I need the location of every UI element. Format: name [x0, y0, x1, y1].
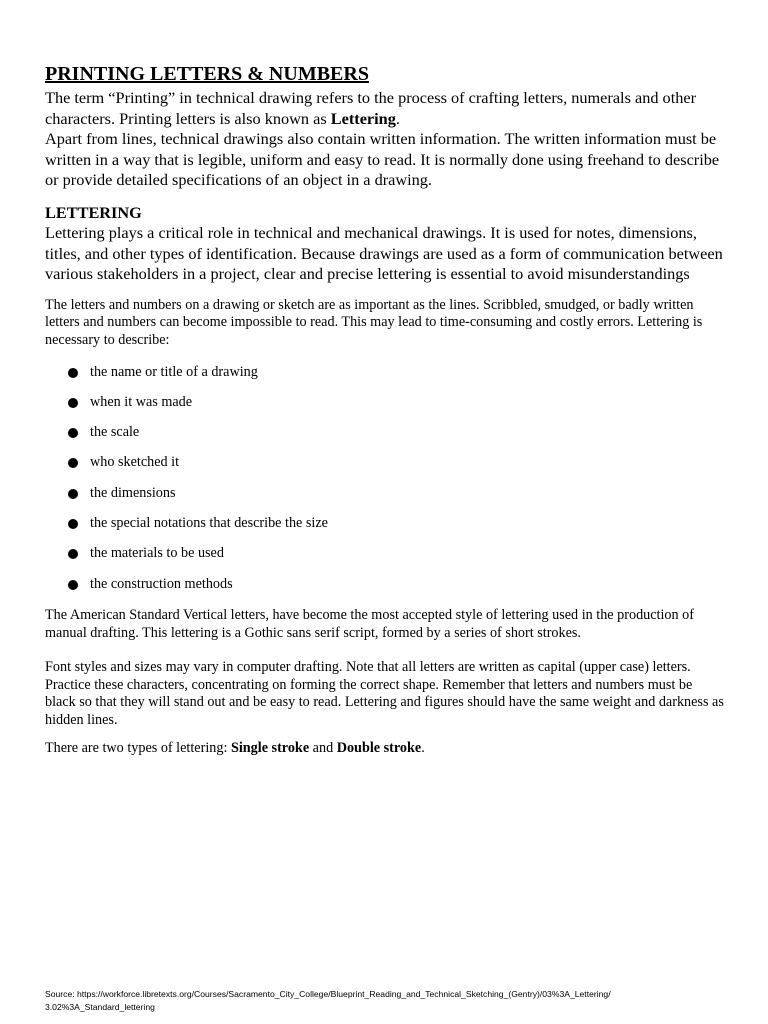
list-item [45, 454, 725, 484]
list-item [45, 515, 725, 545]
bullet-icon [68, 428, 78, 438]
bullet-icon [68, 549, 78, 559]
intro-paragraph-2: Apart from lines, technical drawings also contain written information. The written information must be written in a way that is legible, uniform and easy to read. It is normally done using freehand to describe or provide detailed specifications of an object in a drawing. [45, 129, 720, 190]
lettering-paragraph-2: The letters and numbers on a drawing or sketch are as important as the lines. Scribbled, smudged, or badly written letters and numbers can become impossible to read. This may lead to time-consuming and costly errors. Lettering is necessary to describe: [45, 296, 703, 348]
source-line-2: 3.02%3A_Standard_lettering [45, 1001, 155, 1012]
single-stroke-term: Single stroke [230, 740, 310, 757]
double-stroke-term: Double stroke [336, 740, 422, 757]
list-item-text: the dimensions [90, 484, 176, 501]
list-item-text: who sketched it [90, 454, 180, 471]
types-period: . [421, 740, 425, 757]
list-item-text: the name or title of a drawing [90, 363, 258, 380]
intro-text: The term “Printing” in technical drawing refers to the process of crafting letters, numerals and other characters. Printing letters is also known as [45, 88, 697, 128]
intro-period: . [395, 108, 400, 128]
bullet-icon [68, 489, 78, 499]
page-title: PRINTING LETTERS & NUMBERS [45, 63, 369, 85]
lettering-paragraph-3: The American Standard Vertical letters, have become the most accepted style of lettering used in the production of manual drafting. This lettering is a Gothic sans serif script, formed by a series of short strokes. [45, 606, 694, 641]
list-item [45, 394, 725, 424]
source-footer [45, 988, 685, 1013]
lettering-purpose-list [45, 364, 725, 606]
source-line-1: Source: https://workforce.libretexts.org/Courses/Sacramento_City_College/Blueprint_Reading_and_Technical_Sketching_(Gentry)/03%3A_Lettering/ [45, 989, 611, 999]
bullet-icon [68, 398, 78, 408]
types-intro-text: There are two types of lettering: [45, 740, 231, 757]
bullet-icon [68, 580, 78, 590]
list-item [45, 576, 725, 606]
lettering-paragraph-5 [45, 740, 725, 758]
list-item-text: the special notations that describe the size [90, 515, 328, 532]
bullet-icon [68, 458, 78, 468]
list-item [45, 424, 725, 454]
lettering-paragraph-1: Lettering plays a critical role in technical and mechanical drawings. It is used for notes, dimensions, titles, and other types of identification. Because drawings are used as a form of communication between various stakeholders in a project, clear and precise lettering is essential to avoid misunderstandings [45, 222, 723, 284]
document-body [45, 62, 725, 758]
bullet-icon [68, 368, 78, 378]
list-item-text: the materials to be used [90, 545, 224, 562]
list-item-text: the scale [90, 424, 140, 441]
list-item-text: when it was made [90, 393, 193, 410]
lettering-paragraph-4: Font styles and sizes may vary in computer drafting. Note that all letters are written as capital (upper case) letters. Practice these characters, concentrating on forming the correct shape. Remember that letters and numbers must be black so that they will stand out and be easy to read. Lettering and figures should have the same weight and darkness as hidden lines. [45, 659, 724, 728]
list-item [45, 485, 725, 515]
list-item [45, 364, 725, 394]
list-item-text: the construction methods [90, 575, 233, 592]
list-item [45, 545, 725, 575]
section-heading-lettering: LETTERING [45, 202, 142, 222]
lettering-term: Lettering [330, 108, 396, 128]
intro-paragraph-1 [45, 88, 725, 129]
types-and-text: and [309, 740, 337, 757]
bullet-icon [68, 519, 78, 529]
